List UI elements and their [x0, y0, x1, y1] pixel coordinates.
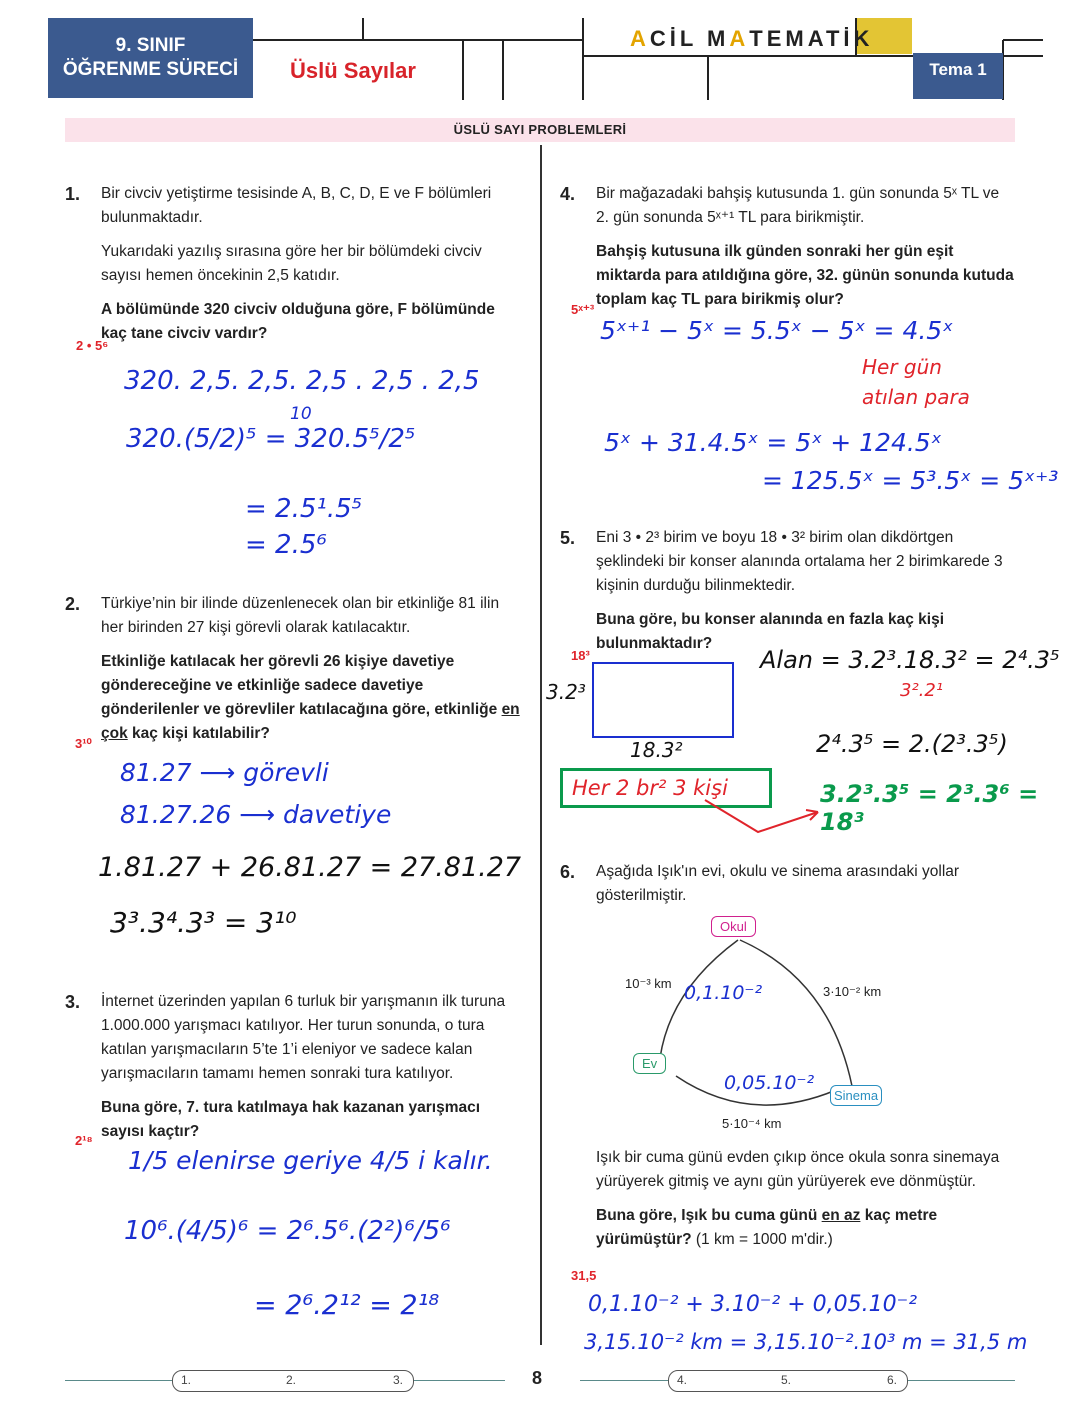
q4-text: Bir mağazadaki bahşiş kutusunda 1. gün sonunda 5ˣ TL ve 2. gün sonunda 5ˣ⁺¹ TL para birikmiştir. Bahşiş kutusuna ilk günden sonraki her gün eşit miktarda para atıldığına göre, 32. günün sonunda kutuda toplam kaç TL para birikmiş olur?: [596, 185, 1014, 308]
q1-hw-line1: 320. 2,5. 2,5. 2,5 . 2,5 . 2,5: [124, 366, 480, 396]
q5-hw-length: 18.3²: [630, 738, 683, 762]
section-title: ÜSLÜ SAYI PROBLEMLERİ: [65, 118, 1015, 142]
q1-hw-line2: 320.(5/2)⁵ = 320.5⁵/2⁵: [126, 424, 416, 454]
q5-hw-note: 3².2¹: [900, 680, 944, 701]
q6-hw-line1: 0,1.10⁻² + 3.10⁻² + 0,05.10⁻²: [588, 1292, 918, 1317]
q5-rectangle: [592, 662, 734, 738]
footer-right-5: 5.: [781, 1373, 792, 1387]
column-divider: [540, 145, 542, 1345]
process-label: ÖĞRENME SÜRECİ: [62, 59, 239, 80]
q5-arrow: [700, 790, 830, 840]
grade-label: 9. SINIF: [115, 35, 186, 56]
q6-hw-line2: 3,15.10⁻² km = 3,15.10⁻².10³ m = 31,5 m: [584, 1330, 1028, 1354]
footer-right-4: 4.: [677, 1373, 688, 1387]
q2-hw-line4: 3³.3⁴.3³ = 3¹⁰: [110, 906, 297, 939]
q5-hw-line1: Alan = 3.2³.18.3² = 2⁴.3⁵: [760, 646, 1060, 674]
q6-hw-edge2: 0,05.10⁻²: [724, 1072, 815, 1094]
q3-hw-line2: 10⁶.(4/5)⁶ = 2⁶.5⁶.(2²)⁶/5⁶: [124, 1216, 451, 1246]
q5-hw-box-text: Her 2 br² 3 kişi: [572, 776, 728, 800]
q5-text: Eni 3 • 2³ birim ve boyu 18 • 3² birim olan dikdörtgen şeklindeki bir konser alanında ortalama her 2 birimkarede 3 kişinin durduğu bilinmektedir. Buna göre, bu konser alanında en fazla kaç kişi bulunmaktadır?: [596, 529, 1003, 652]
edge-ev-sinema: 5·10⁻⁴ km: [722, 1116, 782, 1131]
q5-hw-line2: 2⁴.3⁵ = 2.(2³.3⁵): [816, 730, 1008, 758]
q1-hw-line4: = 2.5⁶: [245, 530, 327, 560]
page-number: 8: [532, 1368, 543, 1388]
q3-number: 3.: [65, 992, 81, 1012]
q1-hw-line3: = 2.5¹.5⁵: [245, 494, 363, 524]
q5-hw-line3: 3.2³.3⁵ = 2³.3⁶ = 18³: [820, 780, 1039, 836]
q1-text: Bir civciv yetiştirme tesisinde A, B, C, D, E ve F bölümleri bulunmaktadır. Yukarıdaki yazılış sırasına göre her bir bölümdeki civciv sayısı hemen öncekinin 2,5 katıdır. A bölümünde 320 civciv olduğuna göre, F bölümünde kaç tane civciv vardır?: [101, 185, 495, 342]
q2-hw-line1: 81.27 ⟶ görevli: [120, 758, 329, 787]
q6-text2: Işık bir cuma günü evden çıkıp önce okula sonra sinemaya yürüyerek gitmiş ve aynı gün yürüyerek eve dönmüştür. Buna göre, Işık bu cuma günü en az kaç metre yürümüştür? (1 km = 1000 m'dir.): [596, 1149, 1000, 1248]
q3-answer: 2¹⁸: [75, 1133, 93, 1148]
q6-answer: 31,5: [571, 1268, 597, 1283]
tema-badge: Tema 1: [913, 53, 1003, 99]
topic-title: Üslü Sayılar: [290, 58, 416, 83]
q3-hw-line3: = 2⁶.2¹² = 2¹⁸: [254, 1290, 440, 1321]
q2-answer: 3¹⁰: [75, 736, 92, 751]
footer-pill-left: [172, 1370, 414, 1392]
brand-logo: ACİL MATEMATİK: [630, 26, 874, 51]
footer-left-1: 1.: [181, 1373, 192, 1387]
q5-number: 5.: [560, 528, 576, 548]
node-okul: Okul: [711, 916, 756, 937]
q2-number: 2.: [65, 594, 81, 614]
q5-hw-width: 3.2³: [546, 680, 586, 704]
footer-left-3: 3.: [393, 1373, 404, 1387]
footer-left-2: 2.: [286, 1373, 297, 1387]
q6-number: 6.: [560, 862, 576, 882]
q4-hw-line3: = 125.5ˣ = 5³.5ˣ = 5ˣ⁺³: [762, 466, 1059, 495]
q2-hw-line3: 1.81.27 + 26.81.27 = 27.81.27: [98, 852, 522, 883]
edge-okul-sinema: 3·10⁻² km: [823, 984, 882, 999]
q6-hw-edge1: 0,1.10⁻²: [684, 982, 763, 1004]
edge-ev-okul: 10⁻³ km: [625, 976, 672, 991]
grade-box: [48, 18, 253, 98]
q2-text: Türkiye’nin bir ilinde düzenlenecek olan bir etkinliğe 81 ilin her birinden 27 kişi görevli olarak katılacaktır. Etkinliğe katılacak her görevli 26 kişiye davetiye göndereceğine ve etkinliğe sadece davetiye gönderilenler ve görevliler katılacağına göre, etkinliğe en çok kaç kişi katılabilir?: [101, 595, 520, 742]
q3-text: İnternet üzerinden yapılan 6 turluk bir yarışmanın ilk turuna 1.000.000 yarışmacı katılıyor. Her turun sonunda, o tura katılan yarışmacıların 5’te 1’i eleniyor ve sadece kalan yarışmacıların tamamı hemen sonraki tura katılıyor. Buna göre, 7. tura katılmaya hak kazanan yarışmacı sayısı kaçtır?: [101, 993, 506, 1140]
q4-answer: 5ˣ⁺³: [571, 302, 595, 317]
q4-number: 4.: [560, 184, 576, 204]
footer-right-6: 6.: [887, 1373, 898, 1387]
q4-hw-note: Her gün atılan para: [862, 355, 970, 409]
footer-pill-right: [668, 1370, 908, 1392]
node-sinema: Sinema: [830, 1085, 882, 1106]
q3-hw-line1: 1/5 elenirse geriye 4/5 i kalır.: [128, 1146, 493, 1175]
q6-text: Aşağıda Işık'ın evi, okulu ve sinema arasındaki yollar gösterilmiştir.: [596, 863, 960, 904]
node-ev: Ev: [633, 1053, 666, 1074]
q5-answer: 18³: [571, 648, 590, 663]
q1-number: 1.: [65, 184, 81, 204]
q1-answer: 2 • 5⁶: [76, 338, 109, 353]
q4-hw-line1: 5ˣ⁺¹ − 5ˣ = 5.5ˣ − 5ˣ = 4.5ˣ: [600, 316, 954, 345]
q1-hw-note: 10: [290, 404, 312, 424]
q2-hw-line2: 81.27.26 ⟶ davetiye: [120, 800, 392, 829]
q4-hw-line2: 5ˣ + 31.4.5ˣ = 5ˣ + 124.5ˣ: [604, 428, 942, 457]
